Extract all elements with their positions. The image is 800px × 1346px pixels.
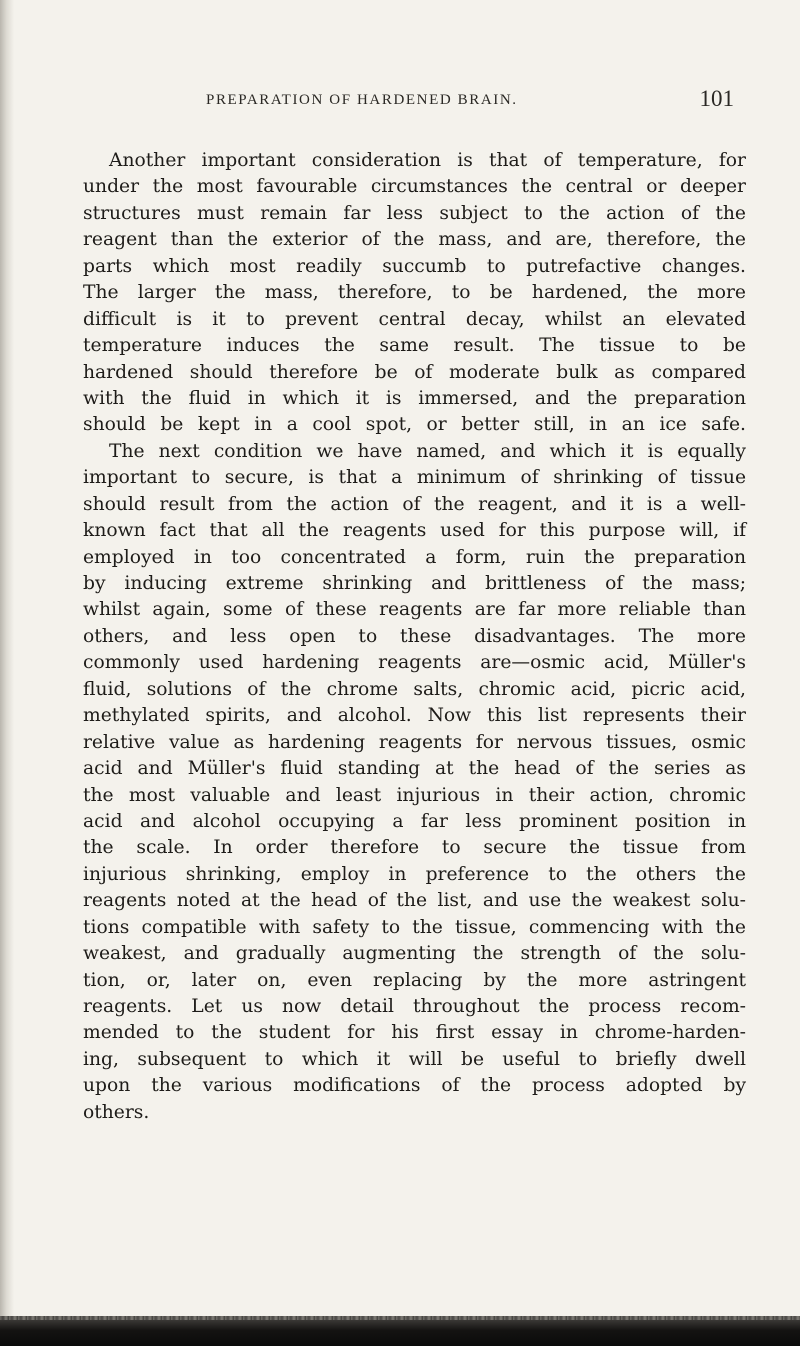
text-line: structures must remain far less subject to the action of the bbox=[83, 202, 746, 224]
text-line: with the fluid in which it is immersed, and the preparation bbox=[83, 387, 746, 409]
running-head: PREPARATION OF HARDENED BRAIN. bbox=[206, 92, 518, 108]
text-line: the scale. In order therefore to secure the tissue from bbox=[83, 837, 746, 859]
text-line: mended to the student for his first essay in chrome-harden- bbox=[83, 1022, 746, 1044]
text-line: others, and less open to these disadvantages. The more bbox=[83, 625, 746, 647]
text-line: should result from the action of the reagent, and it is a well- bbox=[83, 493, 746, 515]
text-line: relative value as hardening reagents for nervous tissues, osmic bbox=[83, 731, 746, 753]
scan-bottom-edge bbox=[0, 1320, 800, 1346]
text-line: parts which most readily succumb to putrefactive changes. bbox=[83, 255, 746, 277]
text-line: The next condition we have named, and which it is equally bbox=[109, 440, 746, 462]
text-line: the most valuable and least injurious in their action, chromic bbox=[83, 784, 746, 806]
page-edge-shadow bbox=[0, 0, 14, 1346]
text-line: The larger the mass, therefore, to be hardened, the more bbox=[83, 282, 746, 304]
text-line: difficult is it to prevent central decay, whilst an elevated bbox=[83, 308, 746, 330]
text-line: important to secure, is that a minimum of shrinking of tissue bbox=[83, 467, 746, 489]
text-line: employed in too concentrated a form, ruin the preparation bbox=[83, 546, 746, 568]
text-line: hardened should therefore be of moderate bulk as compared bbox=[83, 361, 746, 383]
text-line: by inducing extreme shrinking and brittleness of the mass; bbox=[83, 573, 746, 594]
text-line: whilst again, some of these reagents are far more reliable than bbox=[83, 599, 746, 621]
text-line: upon the various modifications of the process adopted by bbox=[83, 1075, 746, 1097]
text-line: injurious shrinking, employ in preference to the others the bbox=[83, 863, 746, 885]
text-line: reagents. Let us now detail throughout the process recom- bbox=[83, 996, 746, 1017]
text-line: reagents noted at the head of the list, and use the weakest solu- bbox=[83, 890, 746, 912]
text-line: Another important consideration is that of temperature, for bbox=[109, 150, 746, 171]
text-line: tions compatible with safety to the tissue, commencing with the bbox=[83, 916, 746, 938]
text-line: reagent than the exterior of the mass, and are, therefore, the bbox=[83, 229, 746, 251]
text-line: should be kept in a cool spot, or better still, in an ice safe. bbox=[83, 414, 746, 436]
text-line: under the most favourable circumstances the central or deeper bbox=[83, 176, 746, 198]
text-line: others. bbox=[83, 1101, 150, 1123]
text-line: temperature induces the same result. The tissue to be bbox=[83, 335, 746, 357]
text-line: tion, or, later on, even replacing by the more astringent bbox=[83, 969, 746, 991]
text-line: methylated spirits, and alcohol. Now this list represents their bbox=[83, 705, 746, 727]
text-line: known fact that all the reagents used for this purpose will, if bbox=[83, 520, 746, 542]
text-line: commonly used hardening reagents are—osmic acid, Müller's bbox=[83, 652, 746, 674]
text-line: acid and alcohol occupying a far less prominent position in bbox=[83, 810, 746, 832]
text-line: ing, subsequent to which it will be useful to briefly dwell bbox=[83, 1048, 746, 1070]
text-line: weakest, and gradually augmenting the strength of the solu- bbox=[83, 943, 746, 965]
page-number: 101 bbox=[699, 86, 734, 111]
page-header bbox=[110, 86, 740, 126]
body-text bbox=[83, 148, 746, 1126]
text-line: acid and Müller's fluid standing at the head of the series as bbox=[83, 758, 746, 780]
text-line: fluid, solutions of the chrome salts, chromic acid, picric acid, bbox=[83, 678, 746, 700]
